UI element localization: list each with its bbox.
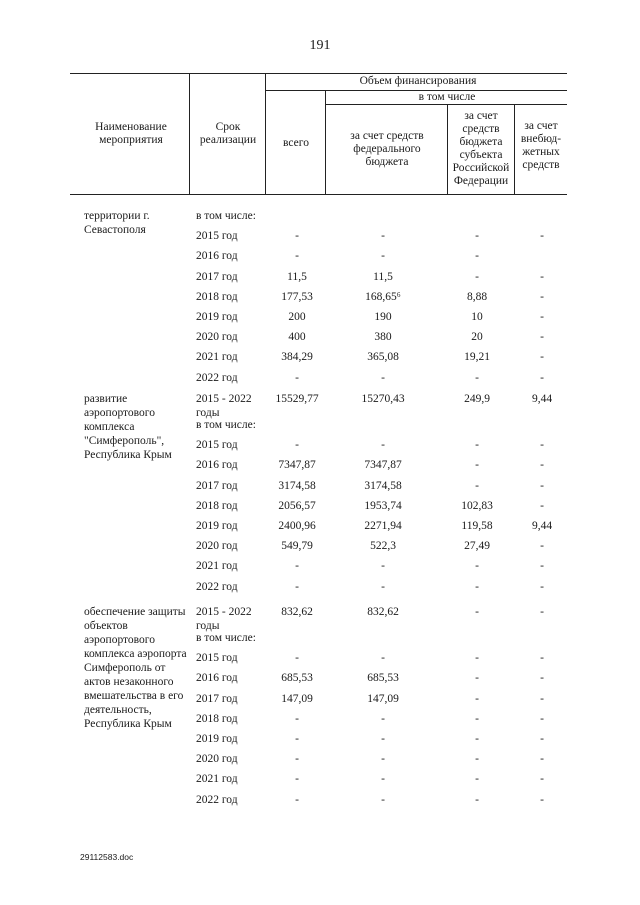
row-total: 832,62: [281, 606, 313, 618]
row-federal: 168,65⁶: [365, 290, 401, 303]
row-period: 2015 год: [196, 652, 238, 665]
including-rule: [325, 104, 567, 105]
row-extra: -: [540, 439, 544, 452]
row-period: 2018 год: [196, 712, 238, 725]
row-period: 2017 год: [196, 479, 238, 492]
row-extra: -: [540, 606, 544, 618]
row-extra: -: [540, 712, 544, 725]
row-period: в том числе:: [196, 632, 256, 644]
row-federal: 2271,94: [364, 520, 402, 532]
row-federal: -: [381, 560, 385, 573]
row-total: 7347,87: [278, 459, 316, 472]
row-extra: -: [540, 499, 544, 512]
row-period: 2021 год: [196, 560, 238, 573]
row-period: 2018 год: [196, 499, 238, 512]
row-federal: -: [381, 371, 385, 384]
row-extra: -: [540, 692, 544, 705]
row-federal: -: [381, 580, 385, 593]
header-extra: за счет внебюд-жетных средств: [520, 120, 562, 171]
row-federal: -: [381, 733, 385, 745]
row-period: 2020 год: [196, 540, 238, 553]
row-extra: -: [540, 540, 544, 553]
header-total: всего: [283, 137, 309, 149]
row-federal: -: [381, 773, 385, 786]
row-federal: 190: [374, 311, 392, 323]
row-total: -: [295, 652, 299, 665]
row-total: 200: [288, 311, 306, 323]
col-divider-regional: [447, 104, 448, 195]
row-federal: -: [381, 230, 385, 243]
table-top-rule: [70, 73, 567, 74]
row-extra: -: [540, 733, 544, 745]
row-period: 2021 год: [196, 351, 238, 364]
row-regional: -: [475, 753, 479, 766]
row-period: 2017 год: [196, 692, 238, 705]
row-period: 2022 год: [196, 371, 238, 384]
row-total: -: [295, 439, 299, 452]
row-regional: -: [475, 230, 479, 243]
header-regional: за счет средств бюджета субъекта Российской Федерации: [452, 110, 510, 187]
row-regional: -: [475, 712, 479, 725]
row-federal: 1953,74: [364, 499, 402, 512]
row-total: -: [295, 580, 299, 593]
row-period: 2016 год: [196, 672, 238, 685]
row-federal: 15270,43: [361, 393, 405, 405]
row-regional: 102,83: [461, 499, 493, 512]
row-period: 2020 год: [196, 331, 238, 344]
row-total: -: [295, 560, 299, 573]
row-total: 2056,57: [278, 499, 316, 512]
row-federal: -: [381, 712, 385, 725]
row-regional: -: [475, 733, 479, 745]
row-federal: 365,08: [367, 351, 399, 364]
section-name: территории г. Севастополя: [84, 210, 150, 236]
row-regional: 8,88: [466, 290, 488, 303]
row-extra: -: [540, 793, 544, 806]
row-period: 2015 год: [196, 230, 238, 243]
row-regional: -: [475, 250, 479, 263]
row-period: 2019 год: [196, 520, 238, 532]
row-extra: -: [540, 479, 544, 492]
row-regional: -: [475, 793, 479, 806]
row-extra: 9,44: [531, 520, 553, 532]
section-name: обеспечение защиты объектов аэропортового комплекса аэропорта Симферополь от актов незаконного вмешательства в его деятельность, Республика Крым: [84, 606, 187, 730]
row-extra: -: [540, 290, 544, 303]
row-extra: -: [540, 311, 544, 323]
row-period: 2016 год: [196, 250, 238, 263]
row-extra: -: [540, 560, 544, 573]
row-extra: -: [540, 459, 544, 472]
row-extra: -: [540, 773, 544, 786]
row-regional: -: [475, 459, 479, 472]
row-total: -: [295, 371, 299, 384]
row-total: -: [295, 753, 299, 766]
row-extra: -: [540, 230, 544, 243]
row-extra: -: [540, 672, 544, 685]
row-regional: -: [475, 270, 479, 283]
row-regional: 10: [471, 311, 483, 323]
col-divider-federal: [325, 90, 326, 195]
row-federal: 7347,87: [364, 459, 402, 472]
row-regional: -: [475, 773, 479, 786]
row-federal: 11,5: [373, 270, 393, 283]
row-federal: -: [381, 753, 385, 766]
col-divider-extra: [514, 104, 515, 195]
row-total: 11,5: [287, 270, 307, 283]
col-divider-total: [265, 73, 266, 195]
row-total: 685,53: [281, 672, 313, 685]
row-period: 2021 год: [196, 773, 238, 786]
row-period: 2020 год: [196, 753, 238, 766]
row-period: в том числе:: [196, 210, 256, 222]
row-total: 147,09: [281, 692, 313, 705]
row-regional: -: [475, 479, 479, 492]
row-total: 549,79: [281, 540, 313, 553]
row-period: 2022 год: [196, 793, 238, 806]
row-period: 2018 год: [196, 290, 238, 303]
row-total: -: [295, 230, 299, 243]
row-total: -: [295, 793, 299, 806]
row-period: 2015 - 2022 годы: [196, 606, 252, 632]
row-period: в том числе:: [196, 419, 256, 431]
row-total: 15529,77: [275, 393, 319, 405]
col-divider-period: [189, 73, 190, 195]
row-federal: -: [381, 652, 385, 665]
row-regional: -: [475, 652, 479, 665]
row-federal: 380: [374, 331, 392, 344]
row-regional: 119,58: [461, 520, 493, 532]
header-name: Наименование мероприятия: [95, 121, 167, 146]
row-federal: 685,53: [367, 672, 399, 685]
row-total: -: [295, 733, 299, 745]
row-regional: -: [475, 672, 479, 685]
header-including: в том числе: [418, 91, 476, 103]
row-regional: 27,49: [464, 540, 490, 553]
row-extra: 9,44: [531, 393, 553, 405]
row-federal: 832,62: [367, 606, 399, 618]
row-regional: -: [475, 560, 479, 573]
row-regional: 19,21: [464, 351, 490, 364]
header-period: Срок реализации: [199, 121, 257, 146]
page-number: 191: [309, 38, 331, 53]
row-period: 2015 - 2022 годы: [196, 393, 252, 419]
row-extra: -: [540, 331, 544, 344]
section-name: развитие аэропортового комплекса "Симферополь", Республика Крым: [84, 393, 172, 461]
row-period: 2019 год: [196, 733, 238, 745]
table-header-bottom-rule: [70, 194, 567, 195]
row-period: 2019 год: [196, 311, 238, 323]
row-federal: -: [381, 439, 385, 452]
row-total: 400: [288, 331, 306, 344]
row-federal: 3174,58: [364, 479, 402, 492]
row-regional: -: [475, 439, 479, 452]
row-extra: -: [540, 753, 544, 766]
row-total: 384,29: [281, 351, 313, 364]
row-extra: -: [540, 652, 544, 665]
row-period: 2017 год: [196, 270, 238, 283]
row-federal: -: [381, 793, 385, 806]
row-extra: -: [540, 351, 544, 364]
row-extra: -: [540, 270, 544, 283]
row-federal: 147,09: [367, 692, 399, 705]
row-total: 177,53: [281, 290, 313, 303]
header-federal: за счет средств федерального бюджета: [350, 130, 424, 168]
row-extra: -: [540, 580, 544, 593]
row-regional: -: [475, 371, 479, 384]
footer-filename: 29112583.doc: [80, 852, 134, 862]
row-regional: -: [475, 580, 479, 593]
row-federal: 522,3: [370, 540, 396, 553]
header-funding-group: Объем финансирования: [359, 75, 477, 87]
row-federal: -: [381, 250, 385, 263]
row-total: 3174,58: [278, 479, 316, 492]
row-total: -: [295, 712, 299, 725]
row-regional: -: [475, 692, 479, 705]
row-total: -: [295, 773, 299, 786]
row-regional: 20: [471, 331, 483, 344]
row-period: 2022 год: [196, 580, 238, 593]
row-total: -: [295, 250, 299, 263]
row-period: 2015 год: [196, 439, 238, 452]
row-regional: -: [475, 606, 479, 618]
row-regional: 249,9: [464, 393, 490, 405]
row-extra: -: [540, 371, 544, 384]
row-period: 2016 год: [196, 459, 238, 472]
row-total: 2400,96: [278, 520, 316, 532]
